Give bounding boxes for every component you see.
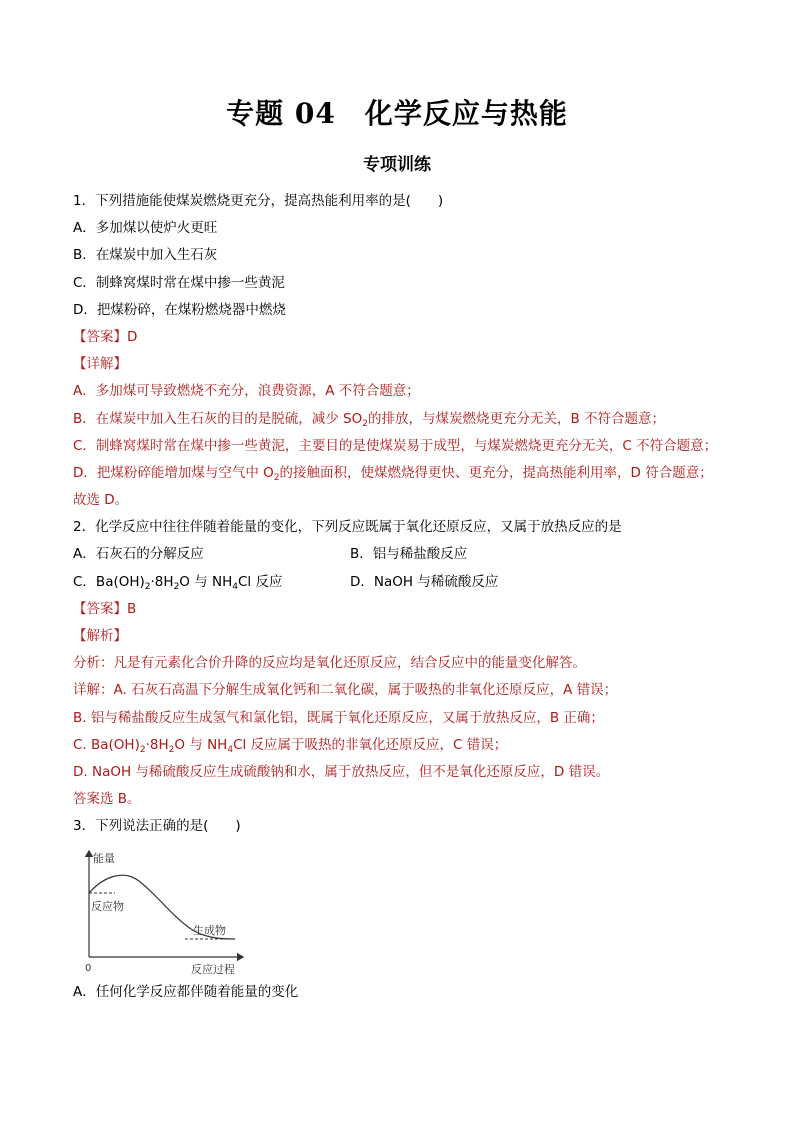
q1-explain-b: B．在煤炭中加入生石灰的目的是脱硫，减少 $SO_2$的排放，与煤炭燃烧更充分无关，B 不符合题意；: [73, 410, 666, 429]
q1-explain-title: 【详解】: [73, 356, 127, 373]
x-axis-label: 反应过程: [191, 962, 235, 976]
q1-option-d: D．把煤粉碎，在煤粉燃烧器中燃烧: [73, 301, 286, 318]
q1-answer: 【答案】D: [73, 328, 138, 345]
q2-options-row-1: [73, 541, 728, 568]
q1-option-c: C．制蜂窝煤时常在煤中掺一些黄泥: [73, 274, 285, 291]
energy-diagram: [73, 841, 273, 979]
page-title: 专题 04 化学反应与热能: [226, 97, 568, 130]
q1-explain-c: C．制蜂窝煤时常在煤中掺一些黄泥，主要目的是使煤炭易于成型，与煤炭燃烧更充分无关，C 不符合题意；: [73, 437, 718, 454]
q2-option-d: D．NaOH 与稀硫酸反应: [350, 573, 499, 590]
q1-conclusion: 故选 D。: [73, 492, 129, 509]
energy-diagram-svg: [85, 845, 265, 977]
y-axis-label: 能量: [93, 851, 115, 865]
q2-detail-d: D. NaOH 与稀硫酸反应生成硫酸钠和水，属于放热反应，但不是氧化还原反应，D 错误。: [73, 763, 610, 780]
q2-detail-b: B. 铝与稀盐酸反应生成氢气和氯化铝，既属于氧化还原反应，又属于放热反应，B 正确；: [73, 709, 604, 726]
q1-option-b: B．在煤炭中加入生石灰: [73, 247, 218, 264]
content-body: [73, 188, 728, 1006]
q1-explain-d: D．把煤粉碎能增加煤与空气中 $O_2$的接触面积，使煤燃烧得更快、更充分，提高热能利用率，D 符合题意；: [73, 464, 713, 483]
q1-option-a: A．多加煤以使炉火更旺: [73, 220, 218, 237]
q2-detail-c: C. $Ba(OH)_2\cdot 8H_2O$ 与 $NH_4Cl$ 反应属于吸热的非氧化还原反应，C 错误；: [73, 736, 508, 755]
q2-explain-title: 【解析】: [73, 628, 127, 644]
q2-analysis: 分析：凡是有元素化合价升降的反应均是氧化还原反应，结合反应中的能量变化解答。: [73, 655, 586, 672]
q2-option-a: A．石灰石的分解反应: [73, 546, 204, 563]
section-subtitle: 专项训练: [363, 155, 431, 175]
q2-conclusion: 答案选 B。: [73, 791, 141, 808]
q1-stem: 1．下列措施能使煤炭燃烧更充分，提高热能利用率的是( ): [73, 193, 444, 209]
q2-option-b: B．铝与稀盐酸反应: [350, 546, 468, 563]
q1-explain-a: A．多加煤可导致燃烧不充分，浪费资源，A 不符合题意；: [73, 383, 420, 400]
q3-stem: 3．下列说法正确的是( ): [73, 818, 241, 835]
q2-detail-a: 详解：A. 石灰石高温下分解生成氧化钙和二氧化碳，属于吸热的非氧化还原反应，A 错误；: [73, 682, 618, 699]
q3-option-a: A．任何化学反应都伴随着能量的变化: [73, 983, 299, 1000]
product-label: 生成物: [193, 923, 226, 937]
q2-options-row-2: [73, 569, 728, 596]
origin-label: 0: [85, 962, 92, 974]
reactant-label: 反应物: [91, 899, 124, 913]
q2-option-c: C．$Ba(OH)_2\cdot 8H_2O$ 与 $NH_4Cl$ 反应: [73, 573, 283, 592]
q2-stem: 2．化学反应中往往伴随着能量的变化，下列反应既属于氧化还原反应，又属于放热反应的是: [73, 519, 622, 536]
q2-answer: 【答案】B: [73, 600, 137, 617]
